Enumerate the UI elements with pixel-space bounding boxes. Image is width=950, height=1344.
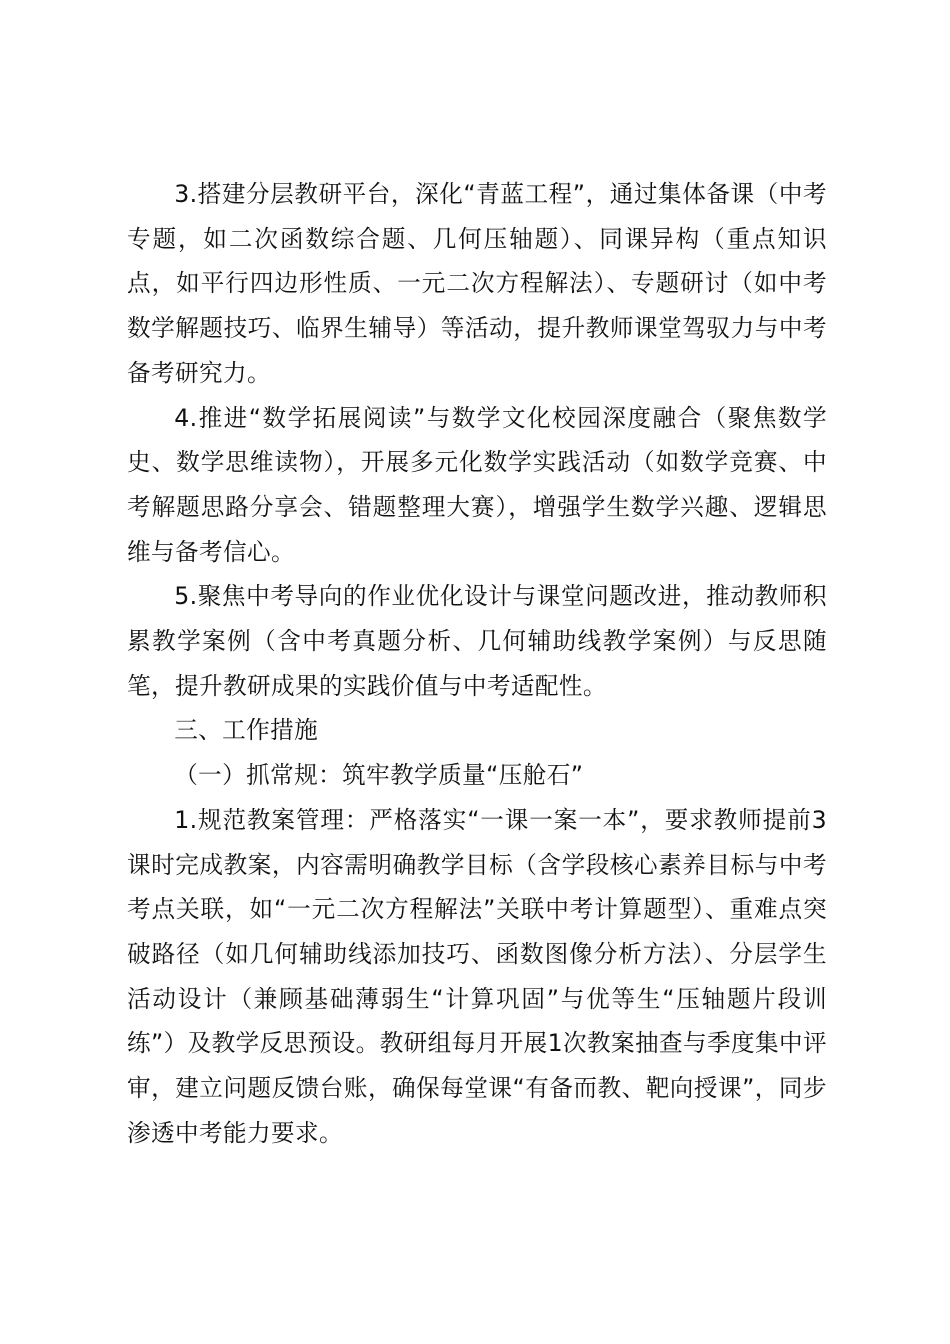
paragraph-lesson-plan-management: 1.规范教案管理：严格落实“一课一案一本”，要求教师提前3课时完成教案，内容需明确教学目标（含学段核心素养目标与中考考点关联，如“一元二次方程解法”关联中考计算题型）、重难点突破路径（如几何辅助线添加技巧、函数图像分析方法）、分层学生活动设计（兼顾基础薄弱生“计算巩固”与优等生“压轴题片段训练”）及教学反思预设。教研组每月开展1次教案抽查与季度集中评审，建立问题反馈台账，确保每堂课“有备而教、靶向授课”，同步渗透中考能力要求。 (127, 805, 827, 1147)
section-heading: 三、工作措施 (174, 716, 319, 745)
paragraph-teaching-research-platform: 3.搭建分层教研平台，深化“青蓝工程”，通过集体备课（中考专题，如二次函数综合题、几何压轴题）、同课异构（重点知识点，如平行四边形性质、一元二次方程解法）、专题研讨（如中考数学解题技巧、临界生辅导）等活动，提升教师课堂驾驭力与中考备考研究力。 (127, 180, 827, 387)
sub-heading: （一）抓常规：筑牢教学质量“压舱石” (174, 761, 584, 790)
paragraph-math-reading: 4.推进“数学拓展阅读”与数学文化校园深度融合（聚焦数学史、数学思维读物），开展多元化数学实践活动（如数学竞赛、中考解题思路分享会、错题整理大赛），增强学生数学兴趣、逻辑思维与备考信心。 (127, 403, 827, 566)
paragraph-homework-optimization: 5.聚焦中考导向的作业优化设计与课堂问题改进，推动教师积累教学案例（含中考真题分析、几何辅助线教学案例）与反思随笔，提升教研成果的实践价值与中考适配性。 (127, 582, 827, 700)
document-page (127, 172, 827, 1155)
